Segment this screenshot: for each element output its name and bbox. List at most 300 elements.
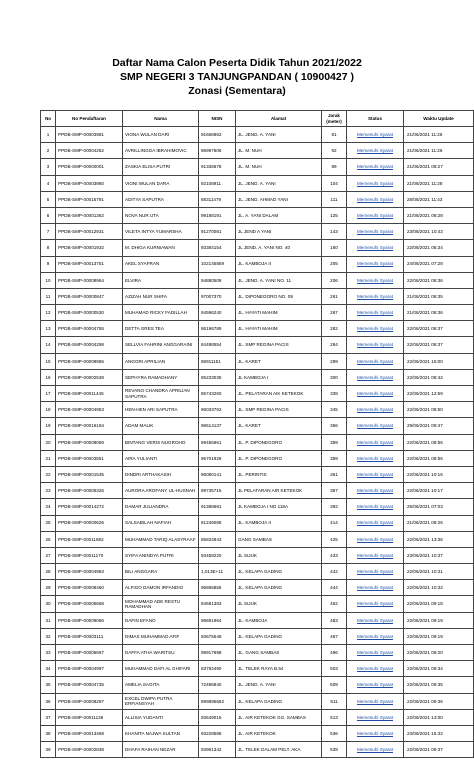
distance: 99 — [322, 159, 347, 175]
status-link — [347, 143, 404, 159]
distance: 345 — [322, 402, 347, 418]
nisn: 94880508 — [199, 272, 236, 288]
row-number: 13 — [41, 321, 56, 337]
status-link[interactable]: Memenuhi Syarat — [356, 358, 393, 364]
address: JL. A. YANI DALAM — [236, 207, 322, 223]
update-time: 22/06/2021 13:00 — [404, 709, 474, 725]
address: JL. KAMBOJA II — [236, 256, 322, 272]
student-name: SYIFA ANINDYA PUTRI — [123, 547, 199, 563]
student-name: M. DHIGA KURNIAWAN — [123, 240, 199, 256]
address: JL. KAMBOJA — [236, 612, 322, 628]
row-number: 16 — [41, 369, 56, 385]
row-number: 25 — [41, 515, 56, 531]
address: JL. JEND. AHMAD YANI — [236, 191, 322, 207]
status-link — [347, 191, 404, 207]
update-time: 21/06/2021 08:26 — [404, 515, 474, 531]
status-link[interactable]: Memenuhi Syarat — [356, 536, 393, 542]
row-number: 18 — [41, 402, 56, 418]
update-time: 22/06/2021 10:16 — [404, 466, 474, 482]
nisn: 84581383 — [199, 596, 236, 612]
status-link[interactable]: Memenuhi Syarat — [356, 488, 393, 494]
student-name: ALLISIA YUDANTI — [123, 709, 199, 725]
status-link — [347, 499, 404, 515]
registration-number: PPDB-SMP-00008964 — [56, 272, 123, 288]
update-time: 22/06/2021 12:59 — [404, 386, 474, 402]
registration-number: PPDB-SMP-00000001 — [56, 159, 123, 175]
address: JL. SMP REGINA PACIS — [236, 402, 322, 418]
header-update-time: Waktu Update — [404, 111, 474, 127]
address: JL KAMBOJA I — [236, 369, 322, 385]
address: JL. JEND. A. YANI — [236, 127, 322, 143]
status-link[interactable]: Memenuhi Syarat — [356, 569, 393, 575]
row-number: 4 — [41, 175, 56, 191]
registration-number: PPDB-SMP-00011445 — [56, 386, 123, 402]
status-link — [347, 386, 404, 402]
table-row — [41, 337, 474, 353]
table-row — [41, 240, 474, 256]
distance: 487 — [322, 628, 347, 644]
student-name: ELVIRA — [123, 272, 199, 288]
row-number: 35 — [41, 677, 56, 693]
registration-number: PPDB-SMP-00001362 — [56, 207, 123, 223]
update-time: 21/06/2021 08:28 — [404, 207, 474, 223]
row-number: 12 — [41, 305, 56, 321]
registration-number: PPDB-SMP-00004997 — [56, 661, 123, 677]
address: JL. KAMBOJA II — [236, 515, 322, 531]
address: JL. KELAPA GADING — [236, 564, 322, 580]
status-link[interactable]: Memenuhi Syarat — [356, 649, 393, 655]
row-number: 3 — [41, 159, 56, 175]
student-name: MUHAMMAD DAFI AL GHIFARI — [123, 661, 199, 677]
update-time: 22/06/2021 08:42 — [404, 369, 474, 385]
distance: 81 — [322, 127, 347, 143]
status-link[interactable]: Memenuhi Syarat — [356, 504, 393, 510]
update-time: 21/06/2021 08:35 — [404, 288, 474, 304]
row-number: 34 — [41, 661, 56, 677]
nisn: 88311479 — [199, 191, 236, 207]
status-link — [347, 612, 404, 628]
registration-number: PPDB-SMP-00005668 — [56, 596, 123, 612]
table-row — [41, 483, 474, 499]
status-link[interactable]: Memenuhi Syarat — [356, 342, 393, 348]
status-link[interactable]: Memenuhi Syarat — [356, 374, 393, 380]
address: JL. KARET — [236, 353, 322, 369]
student-name: AURORA AROFANY UL-HUSNAH — [123, 483, 199, 499]
registration-number: PPDB-SMP-00000530 — [56, 305, 123, 321]
row-number: 21 — [41, 450, 56, 466]
registration-number: PPDB-SMP-00009965 — [56, 353, 123, 369]
status-link[interactable]: Memenuhi Syarat — [356, 261, 393, 267]
registration-number: PPDB-SMP-00011170 — [56, 547, 123, 563]
status-link[interactable]: Memenuhi Syarat — [356, 585, 393, 591]
status-link[interactable]: Memenuhi Syarat — [356, 617, 393, 623]
registration-number: PPDB-SMP-00015791 — [56, 191, 123, 207]
distance: 205 — [322, 256, 347, 272]
student-name: NOVA NUR UTA — [123, 207, 199, 223]
student-name: SALSABILAH NAFIAH — [123, 515, 199, 531]
distance: 125 — [322, 207, 347, 223]
student-name: AIRA YULIANTI — [123, 450, 199, 466]
status-link[interactable]: Memenuhi Syarat — [356, 131, 393, 137]
address: JL. PERINTIS — [236, 466, 322, 482]
address: JL. M. NUH — [236, 159, 322, 175]
nisn: 97007370 — [199, 288, 236, 304]
status-link[interactable]: Memenuhi Syarat — [356, 471, 393, 477]
distance: 267 — [322, 305, 347, 321]
status-link[interactable]: Memenuhi Syarat — [356, 180, 393, 186]
row-number: 28 — [41, 564, 56, 580]
status-link[interactable]: Memenuhi Syarat — [356, 423, 393, 429]
nisn: 99917898 — [199, 645, 236, 661]
status-link[interactable]: Memenuhi Syarat — [356, 601, 393, 607]
nisn: 99455961 — [199, 434, 236, 450]
table-row — [41, 596, 474, 612]
student-name: MUHAMMAD TARIQ ALASYRAAF — [123, 531, 199, 547]
update-time: 29/06/2021 09:47 — [404, 418, 474, 434]
student-name: DINDRI ARTHAKASIH — [123, 466, 199, 482]
status-link[interactable]: Memenuhi Syarat — [356, 455, 393, 461]
distance: 425 — [322, 531, 347, 547]
row-number: 1 — [41, 127, 56, 143]
table-row — [41, 127, 474, 143]
address: JL. KELAPA GADING — [236, 693, 322, 709]
update-time: 22/06/2021 09:35 — [404, 677, 474, 693]
nisn: 95701928 — [199, 450, 236, 466]
student-name: MUHAMAD RICKY FADILLAH — [123, 305, 199, 321]
distance: 483 — [322, 612, 347, 628]
nisn: 96691964 — [199, 612, 236, 628]
address: JL. JEND. A. YANI NO. 11 — [236, 272, 322, 288]
status-link[interactable]: Memenuhi Syarat — [356, 407, 393, 413]
status-link — [347, 175, 404, 191]
status-link — [347, 483, 404, 499]
update-time: 25/06/2021 07:03 — [404, 499, 474, 515]
address: GANG SAMBAS — [236, 531, 322, 547]
row-number: 27 — [41, 547, 56, 563]
nisn: 84498554 — [199, 337, 236, 353]
student-name: BINTANG VERIS NUGROHO — [123, 434, 199, 450]
address: JL KAMBOJA I NO 118A — [236, 499, 322, 515]
status-link — [347, 645, 404, 661]
nisn: 93384154 — [199, 240, 236, 256]
status-link[interactable]: Memenuhi Syarat — [356, 439, 393, 445]
status-link[interactable]: Memenuhi Syarat — [356, 196, 393, 202]
distance: 299 — [322, 353, 347, 369]
address: JL. HAYATI MAHIM — [236, 321, 322, 337]
row-number: 24 — [41, 499, 56, 515]
address: JL. KARET — [236, 418, 322, 434]
status-link — [347, 580, 404, 596]
row-number: 32 — [41, 628, 56, 644]
nisn: 83792490 — [199, 661, 236, 677]
registration-number: PPDB-SMP-00003111 — [56, 628, 123, 644]
row-number: 20 — [41, 434, 56, 450]
student-name: AKEL SYAFRAN — [123, 256, 199, 272]
registration-number: PPDB-SMP-00009069 — [56, 434, 123, 450]
nisn: 96865855 — [199, 580, 236, 596]
distance: 414 — [322, 515, 347, 531]
table-row — [41, 693, 474, 709]
update-time: 22/06/2021 10:31 — [404, 564, 474, 580]
nisn: 99188191 — [199, 207, 236, 223]
student-name: AMELIA SAGITA — [123, 677, 199, 693]
student-name: DAFFA ATHA WARITSU — [123, 645, 199, 661]
distance: 361 — [322, 466, 347, 482]
header-status: Status — [347, 111, 404, 127]
row-number: 33 — [41, 645, 56, 661]
student-name: DAMAR JULIANDRA — [123, 499, 199, 515]
distance: 433 — [322, 547, 347, 563]
status-link[interactable]: Memenuhi Syarat — [356, 552, 393, 558]
update-time: 22/06/2021 09:37 — [404, 742, 474, 758]
update-time: 22/06/2021 15:00 — [404, 353, 474, 369]
school-name: SMP NEGERI 3 TANJUNGPANDAN ( 10900427 ) — [120, 71, 354, 83]
status-link — [347, 305, 404, 321]
student-name: HEN-HEN ARI SAPUTRA — [123, 402, 199, 418]
status-link — [347, 677, 404, 693]
selection-track: Zonasi (Sementara) — [188, 85, 286, 97]
status-link — [347, 693, 404, 709]
nisn: 96997606 — [199, 143, 236, 159]
registration-number: PPDB-SMP-00012931 — [56, 224, 123, 240]
registration-number: PPDB-SMP-00004953 — [56, 402, 123, 418]
header-distance: Jarak (meter) — [322, 111, 347, 127]
student-name: ZASKIA ELISA PUTRI — [123, 159, 199, 175]
status-link — [347, 402, 404, 418]
distance: 282 — [322, 321, 347, 337]
registration-number: PPDB-SMP-00003981 — [56, 127, 123, 143]
nisn: 899895662 — [199, 693, 236, 709]
registration-number: PPDB-SMP-00009066 — [56, 612, 123, 628]
update-time: 23/06/2021 15:32 — [404, 725, 474, 741]
update-time: 22/06/2021 08:50 — [404, 402, 474, 418]
table-row — [41, 466, 474, 482]
registration-number: PPDB-SMP-00001932 — [56, 240, 123, 256]
table-row — [41, 709, 474, 725]
table-row — [41, 677, 474, 693]
address: JL. SMP REGINA PACIS — [236, 337, 322, 353]
table-row — [41, 321, 474, 337]
registration-number: PPDB-SMP-00014272 — [56, 499, 123, 515]
status-link[interactable]: Memenuhi Syarat — [356, 164, 393, 170]
status-link — [347, 466, 404, 482]
status-link[interactable]: Memenuhi Syarat — [356, 148, 393, 154]
status-link[interactable]: Memenuhi Syarat — [356, 310, 393, 316]
table-row — [41, 564, 474, 580]
student-name: AZIZAH NUR SHIFA — [123, 288, 199, 304]
row-number: 8 — [41, 240, 56, 256]
status-link[interactable]: Memenuhi Syarat — [356, 520, 393, 526]
row-number: 7 — [41, 224, 56, 240]
row-number: 17 — [41, 386, 56, 402]
distance: 536 — [322, 725, 347, 741]
registration-number: PPDB-SMP-00011682 — [56, 531, 123, 547]
status-link[interactable]: Memenuhi Syarat — [356, 229, 393, 235]
status-link — [347, 272, 404, 288]
registration-number: PPDB-SMP-00008460 — [56, 580, 123, 596]
update-time: 21/06/2021 08:27 — [404, 159, 474, 175]
status-link[interactable]: Memenuhi Syarat — [356, 714, 393, 720]
table-row — [41, 256, 474, 272]
address: JL JEND A YANI — [236, 224, 322, 240]
registration-number: PPDB-SMP-00005667 — [56, 645, 123, 661]
status-link — [347, 742, 404, 758]
row-number: 15 — [41, 353, 56, 369]
status-link[interactable]: Memenuhi Syarat — [356, 277, 393, 283]
registration-number: PPDB-SMP-00005326 — [56, 483, 123, 499]
table-header-row — [41, 111, 474, 127]
status-link[interactable]: Memenuhi Syarat — [356, 633, 393, 639]
status-link — [347, 321, 404, 337]
distance: 392 — [322, 499, 347, 515]
table-row — [41, 288, 474, 304]
distance: 284 — [322, 337, 347, 353]
status-link — [347, 207, 404, 223]
student-name: VILETA INTYA YUMARSHA — [123, 224, 199, 240]
address: JL. TELEK RAYA B.54 — [236, 661, 322, 677]
table-row — [41, 499, 474, 515]
address: JL. M. NUH — [236, 143, 322, 159]
table-row — [41, 272, 474, 288]
table-row — [41, 742, 474, 758]
update-time: 22/06/2021 08:36 — [404, 272, 474, 288]
update-time: 22/06/2021 09:34 — [404, 661, 474, 677]
table-row — [41, 353, 474, 369]
candidate-table — [40, 110, 474, 758]
table-row — [41, 434, 474, 450]
update-time: 21/06/2021 08:36 — [404, 305, 474, 321]
status-link[interactable]: Memenuhi Syarat — [356, 730, 393, 736]
student-name: ALFIGO DAMON IRFANDIO — [123, 580, 199, 596]
nisn: 81246085 — [199, 515, 236, 531]
update-time: 22/06/2021 09:18 — [404, 596, 474, 612]
distance: 503 — [322, 661, 347, 677]
distance: 359 — [322, 434, 347, 450]
distance: 356 — [322, 418, 347, 434]
address: JL SIJUK — [236, 547, 322, 563]
table-row — [41, 305, 474, 321]
student-name: MOHAMMAD ADE RESTU RAMADHAN — [123, 596, 199, 612]
address: JL. TELEK DALAM PELT. AKA — [236, 742, 322, 758]
table-row — [41, 580, 474, 596]
registration-number: PPDB-SMP-00004298 — [56, 337, 123, 353]
status-link — [347, 564, 404, 580]
update-time: 28/06/2021 11:43 — [404, 191, 474, 207]
header-address: Alamat — [236, 111, 322, 127]
status-link[interactable]: Memenuhi Syarat — [356, 666, 393, 672]
address: JL. DIPONEGORO NO. 09 — [236, 288, 322, 304]
distance: 387 — [322, 483, 347, 499]
nisn: 93675548 — [199, 628, 236, 644]
table-row — [41, 402, 474, 418]
update-time: 22/06/2021 10:32 — [404, 580, 474, 596]
row-number: 11 — [41, 288, 56, 304]
table-row — [41, 143, 474, 159]
row-number: 14 — [41, 337, 56, 353]
registration-number: PPDB-SMP-00004983 — [56, 564, 123, 580]
registration-number: PPDB-SMP-00016194 — [56, 418, 123, 434]
registration-number: PPDB-SMP-00013751 — [56, 256, 123, 272]
distance: 300 — [322, 369, 347, 385]
distance: 462 — [322, 596, 347, 612]
registration-number: PPDB-SMP-00004755 — [56, 321, 123, 337]
status-link[interactable]: Memenuhi Syarat — [356, 682, 393, 688]
update-time: 22/06/2021 08:56 — [404, 434, 474, 450]
header-registration-number: No Pendaftaran — [56, 111, 123, 127]
address: JL. JEND. A. YANI — [236, 677, 322, 693]
row-number: 38 — [41, 725, 56, 741]
table-row — [41, 515, 474, 531]
address: JL. AIR KETEKOK GG. SAMBAS — [236, 709, 322, 725]
status-link[interactable]: Memenuhi Syarat — [356, 326, 393, 332]
update-time: 21/06/2021 11:28 — [404, 127, 474, 143]
registration-number: PPDB-SMP-00003551 — [56, 450, 123, 466]
nisn: 93649015 — [199, 709, 236, 725]
status-link — [347, 709, 404, 725]
distance: 511 — [322, 693, 347, 709]
status-link — [347, 547, 404, 563]
nisn: 91666862 — [199, 127, 236, 143]
status-link — [347, 418, 404, 434]
distance: 509 — [322, 677, 347, 693]
status-link — [347, 661, 404, 677]
status-link[interactable]: Memenuhi Syarat — [356, 390, 393, 396]
distance: 442 — [322, 564, 347, 580]
status-link[interactable]: Memenuhi Syarat — [356, 212, 393, 218]
status-link — [347, 337, 404, 353]
status-link[interactable]: Memenuhi Syarat — [356, 698, 393, 704]
update-time: 21/06/2021 11:26 — [404, 143, 474, 159]
status-link — [347, 240, 404, 256]
row-number: 6 — [41, 207, 56, 223]
student-name: ADAM MALIK — [123, 418, 199, 434]
registration-number: PPDB-SMP-00002838 — [56, 742, 123, 758]
row-number: 22 — [41, 466, 56, 482]
nisn: 93961342 — [199, 742, 236, 758]
update-time: 22/06/2021 09:19 — [404, 612, 474, 628]
registration-number: PPDB-SMP-00011136 — [56, 709, 123, 725]
distance: 160 — [322, 240, 347, 256]
update-time: 23/06/2021 10:37 — [404, 547, 474, 563]
status-link[interactable]: Memenuhi Syarat — [356, 747, 393, 753]
row-number: 26 — [41, 531, 56, 547]
distance: 444 — [322, 580, 347, 596]
row-number: 10 — [41, 272, 56, 288]
distance: 359 — [322, 450, 347, 466]
registration-number: PPDB-SMP-00000626 — [56, 515, 123, 531]
document-title: Daftar Nama Calon Peserta Didik Tahun 2021/2022 — [112, 57, 362, 69]
status-link — [347, 515, 404, 531]
nisn: 93458220 — [199, 547, 236, 563]
status-link[interactable]: Memenuhi Syarat — [356, 293, 393, 299]
status-link[interactable]: Memenuhi Syarat — [356, 245, 393, 251]
update-time: 22/06/2021 08:34 — [404, 240, 474, 256]
registration-number: PPDB-SMP-00004252 — [56, 143, 123, 159]
nisn: 85834843 — [199, 531, 236, 547]
nisn: 91336678 — [199, 159, 236, 175]
address: JL PELATARAN AIR KETEKOK — [236, 483, 322, 499]
nisn: 72496840 — [199, 677, 236, 693]
registration-number: PPDB-SMP-00004735 — [56, 677, 123, 693]
address: JL. P. DIPONEGORO — [236, 434, 322, 450]
table-row — [41, 369, 474, 385]
row-number: 5 — [41, 191, 56, 207]
nisn: 91270081 — [199, 224, 236, 240]
student-name: BILI ANGGARA — [123, 564, 199, 580]
distance: 496 — [322, 645, 347, 661]
address: JL. HAYATI MAHIM — [236, 305, 322, 321]
address: JL. AIR KETEKOK — [236, 725, 322, 741]
